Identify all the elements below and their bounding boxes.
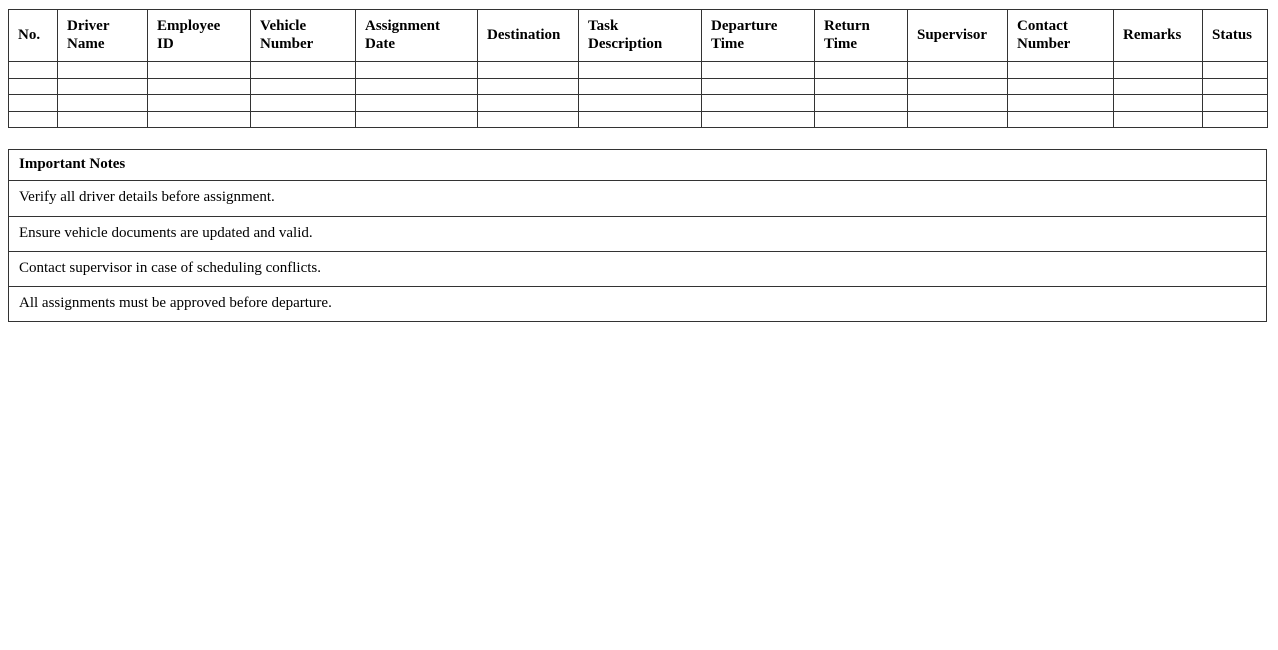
empty-cell: [908, 62, 1008, 79]
empty-cell: [908, 78, 1008, 95]
empty-cell: [579, 78, 702, 95]
empty-cell: [356, 111, 478, 128]
empty-cell: [58, 78, 148, 95]
empty-cell: [148, 111, 251, 128]
empty-cell: [579, 111, 702, 128]
empty-cell: [815, 62, 908, 79]
empty-cell: [1114, 78, 1203, 95]
empty-cell: [1008, 62, 1114, 79]
empty-cell: [478, 95, 579, 112]
empty-cell: [702, 62, 815, 79]
empty-cell: [478, 62, 579, 79]
empty-cell: [1203, 111, 1268, 128]
empty-cell: [702, 95, 815, 112]
empty-cell: [9, 95, 58, 112]
empty-assignment-row: [9, 78, 1268, 95]
empty-cell: [356, 78, 478, 95]
col-header-remarks: Remarks: [1114, 10, 1203, 62]
empty-cell: [702, 111, 815, 128]
empty-cell: [815, 111, 908, 128]
col-header-return-time: Return Time: [815, 10, 908, 62]
empty-cell: [1008, 95, 1114, 112]
empty-cell: [579, 62, 702, 79]
empty-cell: [579, 95, 702, 112]
empty-cell: [1008, 78, 1114, 95]
empty-cell: [58, 111, 148, 128]
empty-cell: [1203, 95, 1268, 112]
empty-cell: [251, 62, 356, 79]
assignment-table-header-row: [9, 10, 1268, 62]
empty-cell: [1203, 62, 1268, 79]
note-row: [9, 216, 1267, 251]
col-header-employee-id: Employee ID: [148, 10, 251, 62]
empty-cell: [815, 78, 908, 95]
empty-cell: [908, 95, 1008, 112]
empty-cell: [9, 111, 58, 128]
empty-cell: [251, 95, 356, 112]
empty-cell: [356, 95, 478, 112]
empty-cell: [1114, 111, 1203, 128]
empty-cell: [251, 78, 356, 95]
col-header-departure-time: Departure Time: [702, 10, 815, 62]
empty-cell: [251, 111, 356, 128]
empty-cell: [148, 78, 251, 95]
empty-cell: [815, 95, 908, 112]
note-text: Ensure vehicle documents are updated and valid.: [9, 216, 1267, 251]
note-text: Verify all driver details before assignment.: [9, 181, 1267, 216]
empty-cell: [9, 78, 58, 95]
col-header-destination: Destination: [478, 10, 579, 62]
empty-cell: [702, 78, 815, 95]
empty-cell: [58, 95, 148, 112]
col-header-assignment-date: Assignment Date: [356, 10, 478, 62]
col-header-driver-name: Driver Name: [58, 10, 148, 62]
empty-assignment-row: [9, 62, 1268, 79]
empty-cell: [478, 111, 579, 128]
empty-assignment-row: [9, 111, 1268, 128]
vehicle-assignment-table: [8, 9, 1268, 128]
note-text: All assignments must be approved before departure.: [9, 287, 1267, 322]
empty-cell: [356, 62, 478, 79]
col-header-contact-number: Contact Number: [1008, 10, 1114, 62]
empty-cell: [148, 62, 251, 79]
notes-title: Important Notes: [9, 150, 1267, 181]
empty-cell: [908, 111, 1008, 128]
empty-cell: [148, 95, 251, 112]
col-header-task-description: Task Description: [579, 10, 702, 62]
notes-title-row: [9, 150, 1267, 181]
empty-cell: [1203, 78, 1268, 95]
empty-cell: [1008, 111, 1114, 128]
col-header-supervisor: Supervisor: [908, 10, 1008, 62]
empty-assignment-row: [9, 95, 1268, 112]
empty-cell: [58, 62, 148, 79]
note-row: [9, 251, 1267, 286]
empty-cell: [1114, 62, 1203, 79]
empty-cell: [9, 62, 58, 79]
col-header-status: Status: [1203, 10, 1268, 62]
col-header-no: No.: [9, 10, 58, 62]
note-text: Contact supervisor in case of scheduling conflicts.: [9, 251, 1267, 286]
note-row: [9, 181, 1267, 216]
col-header-vehicle-number: Vehicle Number: [251, 10, 356, 62]
important-notes-table: [8, 149, 1267, 322]
empty-cell: [1114, 95, 1203, 112]
note-row: [9, 287, 1267, 322]
empty-cell: [478, 78, 579, 95]
